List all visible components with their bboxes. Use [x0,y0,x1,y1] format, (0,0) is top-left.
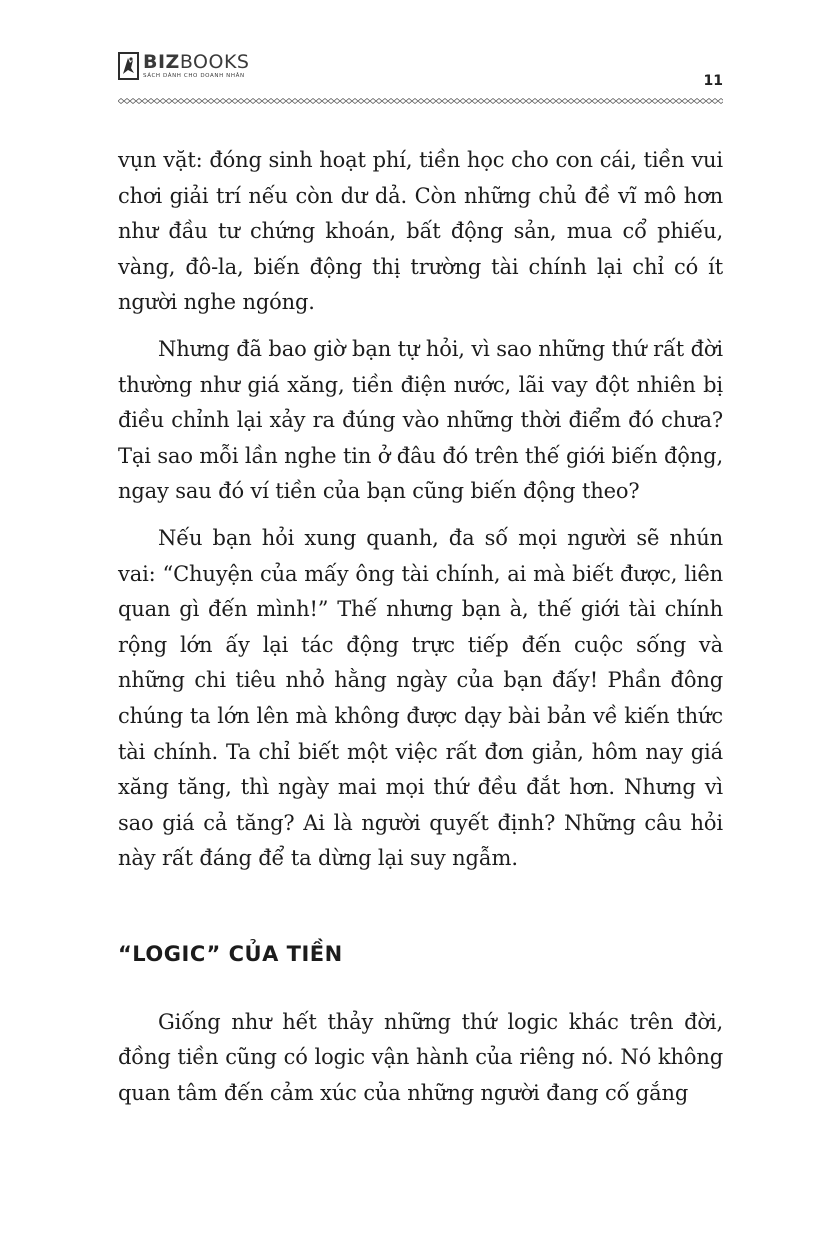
paragraph: Giống như hết thảy những thứ logic khác trên đời, đồng tiền cũng có logic vận hành của riêng nó. Nó không quan tâm đến cảm xúc của những người đang cố gắng [118,1009,723,1106]
section-heading: “LOGIC” CỦA TIỀN [118,941,343,966]
header-divider [118,97,723,105]
brand-prefix: BIZ [143,51,180,73]
brand-suffix: BOOKS [179,51,250,73]
brand-tagline: SÁCH DÀNH CHO DOANH NHÂN [143,73,245,79]
page-header [118,52,723,102]
bizbooks-logo-icon [118,52,139,80]
paragraph: Nhưng đã bao giờ bạn tự hỏi, vì sao những thứ rất đời thường như giá xăng, tiền điện nước, lãi vay đột nhiên bị điều chỉnh lại xảy ra đúng vào những thời điểm đó chưa? Tại sao mỗi lần nghe tin ở đâu đó trên thế giới biến động, ngay sau đó ví tiền của bạn cũng biến động theo? [118,336,723,504]
paragraph: vụn vặt: đóng sinh hoạt phí, tiền học cho con cái, tiền vui chơi giải trí nếu còn dư dả. Còn những chủ đề vĩ mô hơn như đầu tư chứng khoán, bất động sản, mua cổ phiếu, vàng, đô-la, biến động thị trường tài chính lại chỉ có ít người nghe ngóng. [118,148,723,315]
brand-name [143,52,249,72]
page-number: 11 [703,73,723,89]
publisher-logo [118,52,249,80]
page-body [118,143,723,1112]
paragraph: Nếu bạn hỏi xung quanh, đa số mọi người sẽ nhún vai: “Chuyện của mấy ông tài chính, ai mà biết được, liên quan gì đến mình!” Thế nhưng bạn à, thế giới tài chính rộng lớn ấy lại tác động trực tiếp đến cuộc sống và những chi tiêu nhỏ hằng ngày của bạn đấy! Phần đông chúng ta lớn lên mà không được dạy bài bản về kiến thức tài chính. Ta chỉ biết một việc rất đơn giản, hôm nay giá xăng tăng, thì ngày mai mọi thứ đều đắt hơn. Nhưng vì sao giá cả tăng? Ai là người quyết định? Những câu hỏi này rất đáng để ta dừng lại suy ngẫm. [118,525,723,871]
